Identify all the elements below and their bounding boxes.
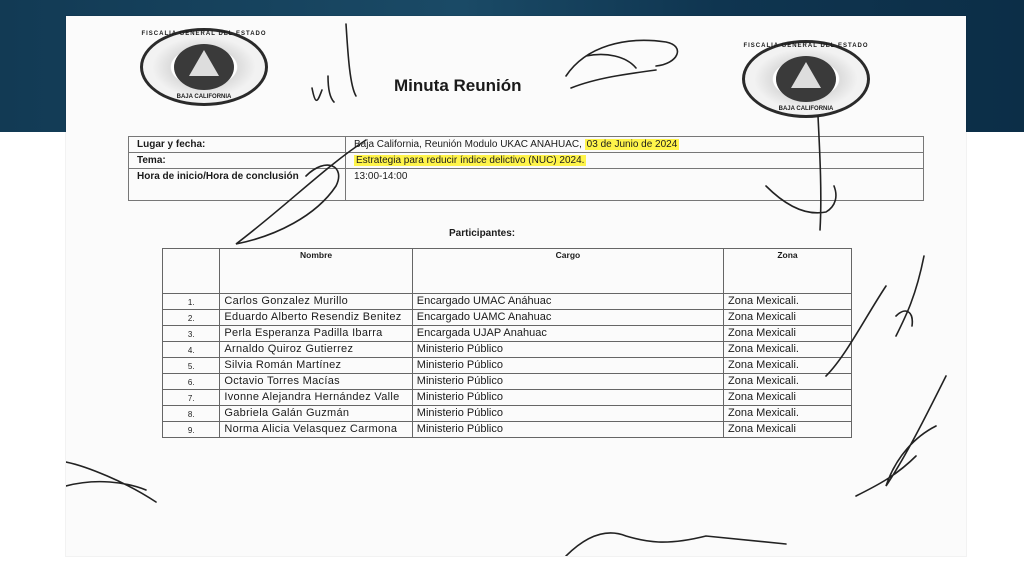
scanned-document (66, 16, 966, 556)
hora-value: 13:00-14:00 (346, 169, 924, 201)
table-row (163, 342, 852, 358)
table-row (163, 374, 852, 390)
participant-cargo: Encargado UMAC Anáhuac (412, 294, 723, 310)
signature-mark (566, 40, 677, 88)
participant-cargo: Ministerio Público (412, 358, 723, 374)
lugar-value (346, 137, 924, 153)
row-number: 6. (163, 374, 220, 390)
participant-zona: Zona Mexicali. (724, 406, 852, 422)
row-number: 1. (163, 294, 220, 310)
fge-seal-left (140, 28, 268, 106)
seal-text-top: FISCALIA GENERAL DEL ESTADO (743, 43, 869, 49)
participant-cargo: Encargada UJAP Anahuac (412, 326, 723, 342)
participant-name: Norma Alicia Velasquez Carmona (220, 422, 412, 438)
table-row (163, 310, 852, 326)
row-number: 7. (163, 390, 220, 406)
table-row (163, 326, 852, 342)
tema-value (346, 153, 924, 169)
fge-seal-right (742, 40, 870, 118)
participant-zona: Zona Mexicali. (724, 374, 852, 390)
table-row (163, 390, 852, 406)
lugar-label: Lugar y fecha: (129, 137, 346, 153)
lugar-date-highlight: 03 de Junio de 2024 (586, 139, 678, 150)
participant-cargo: Ministerio Público (412, 422, 723, 438)
participant-zona: Zona Mexicali. (724, 342, 852, 358)
table-row (163, 406, 852, 422)
participant-zona: Zona Mexicali (724, 326, 852, 342)
participant-name: Gabriela Galán Guzmán (220, 406, 412, 422)
signature-mark (66, 462, 156, 502)
participant-name: Perla Esperanza Padilla Ibarra (220, 326, 412, 342)
participant-name: Carlos Gonzalez Murillo (220, 294, 412, 310)
info-row-tema (129, 153, 924, 169)
meeting-info-table (128, 136, 924, 201)
participant-zona: Zona Mexicali (724, 390, 852, 406)
seal-text-bottom: BAJA CALIFORNIA (176, 94, 232, 100)
row-number: 2. (163, 310, 220, 326)
header-nombre: Nombre (220, 249, 412, 294)
participant-cargo: Ministerio Público (412, 406, 723, 422)
signature-mark (312, 24, 356, 102)
lugar-text: Baja California, Reunión Modulo UKAC ANAHUAC, (354, 139, 582, 150)
seal-text-bottom: BAJA CALIFORNIA (778, 106, 834, 112)
info-row-lugar (129, 137, 924, 153)
participant-name: Ivonne Alejandra Hernández Valle (220, 390, 412, 406)
signature-mark (856, 376, 946, 496)
participant-zona: Zona Mexicali (724, 310, 852, 326)
seal-emblem-icon (189, 50, 219, 76)
seal-emblem-icon (791, 62, 821, 88)
signature-mark (566, 533, 786, 556)
participant-name: Arnaldo Quiroz Gutierrez (220, 342, 412, 358)
participant-zona: Zona Mexicali. (724, 294, 852, 310)
participant-zona: Zona Mexicali (724, 422, 852, 438)
participant-zona: Zona Mexicali. (724, 358, 852, 374)
participant-cargo: Encargado UAMC Anahuac (412, 310, 723, 326)
row-number: 4. (163, 342, 220, 358)
tema-text-highlight: Estrategia para reducir índice delictivo (NUC) 2024. (356, 155, 585, 166)
table-row (163, 294, 852, 310)
seal-text-top: FISCALIA GENERAL DEL ESTADO (141, 31, 267, 37)
participant-cargo: Ministerio Público (412, 342, 723, 358)
table-row (163, 358, 852, 374)
participant-name: Eduardo Alberto Resendiz Benitez (220, 310, 412, 326)
document-title: Minuta Reunión (394, 76, 522, 95)
participant-cargo: Ministerio Público (412, 374, 723, 390)
tema-label: Tema: (129, 153, 346, 169)
table-row (163, 422, 852, 438)
hora-label: Hora de inicio/Hora de conclusión (129, 169, 346, 201)
info-row-hora (129, 169, 924, 201)
row-number: 3. (163, 326, 220, 342)
participant-cargo: Ministerio Público (412, 390, 723, 406)
header-cargo: Cargo (412, 249, 723, 294)
participants-table (162, 248, 852, 438)
participants-title: Participantes: (449, 228, 516, 239)
row-number: 8. (163, 406, 220, 422)
participant-name: Silvia Román Martínez (220, 358, 412, 374)
row-number: 5. (163, 358, 220, 374)
header-num (163, 249, 220, 294)
row-number: 9. (163, 422, 220, 438)
participants-header-row (163, 249, 852, 294)
participant-name: Octavio Torres Macías (220, 374, 412, 390)
header-zona: Zona (724, 249, 852, 294)
